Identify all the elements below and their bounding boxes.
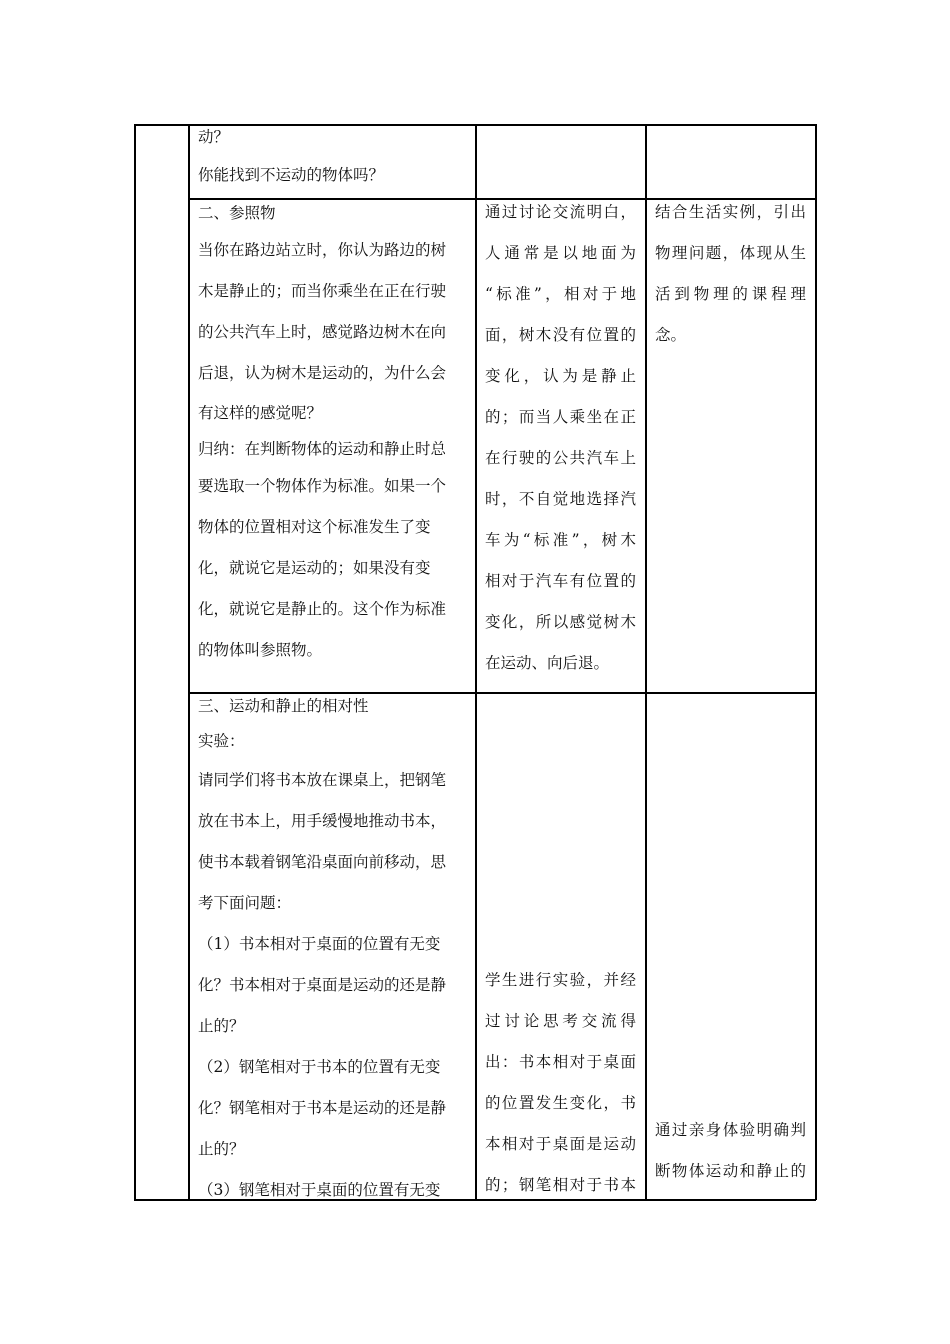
text-line: 本相对于桌面是运动 xyxy=(485,1135,636,1153)
text-line: 学生进行实验，并经 xyxy=(485,971,636,989)
row1-main-cell xyxy=(198,118,468,194)
text-line: 动？ xyxy=(198,128,230,146)
text-line: 变化，认为是静止 xyxy=(485,367,636,385)
text-line: 物体的位置相对这个标准发生了变 xyxy=(198,518,431,536)
text-line: 当你在路边站立时，你认为路边的树 xyxy=(198,241,447,259)
text-line: 的；钢笔相对于书本 xyxy=(485,1176,636,1194)
text-line: 时，不自觉地选择汽 xyxy=(485,490,636,508)
column-divider xyxy=(645,124,647,1200)
text-line: 人通常是以地面为 xyxy=(485,244,636,262)
row2-intent-cell xyxy=(655,192,806,356)
row3-student-cell xyxy=(485,960,636,1206)
text-line: 止的？ xyxy=(198,1140,245,1158)
text-line: 化，就说它是运动的；如果没有变 xyxy=(198,559,431,577)
text-line: 实验： xyxy=(198,732,245,750)
text-line: 的；而当人乘坐在正 xyxy=(485,408,636,426)
table-right-border xyxy=(815,124,817,1200)
text-line: 要选取一个物体作为标准。如果一个 xyxy=(198,477,447,495)
table-left-border xyxy=(134,124,136,1200)
text-line: 面，树木没有位置的 xyxy=(485,326,636,344)
text-line: 归纳：在判断物体的运动和静止时总 xyxy=(198,440,447,458)
text-line: （1）书本相对于桌面的位置有无变 xyxy=(198,935,441,953)
text-line: 物理问题，体现从生 xyxy=(655,244,806,262)
text-line: 车为“标准”，树木 xyxy=(485,531,636,549)
row3-intent-cell xyxy=(655,1110,806,1192)
text-line: 请同学们将书本放在课桌上，把钢笔 xyxy=(198,771,447,789)
column-divider xyxy=(475,124,477,1200)
text-line: （3）钢笔相对于桌面的位置有无变 xyxy=(198,1181,441,1199)
text-line: 念。 xyxy=(655,326,687,344)
text-line: 你能找到不运动的物体吗？ xyxy=(198,166,385,184)
text-line: 在运动、向后退。 xyxy=(485,654,610,672)
text-line: 木是静止的；而当你乘坐在正在行驶 xyxy=(198,282,447,300)
row2-student-cell xyxy=(485,192,636,684)
text-line: 出：书本相对于桌面 xyxy=(485,1053,636,1071)
text-line: 使书本载着钢笔沿桌面向前移动，思 xyxy=(198,853,447,871)
text-line: 后退，认为树木是运动的，为什么会 xyxy=(198,364,447,382)
text-line: 断物体运动和静止的 xyxy=(655,1162,806,1180)
text-line: 止的？ xyxy=(198,1017,245,1035)
text-line: 的公共汽车上时，感觉路边树木在向 xyxy=(198,323,447,341)
text-line: 在行驶的公共汽车上 xyxy=(485,449,636,467)
text-line: 考下面问题： xyxy=(198,894,292,912)
text-line: 通过讨论交流明白， xyxy=(485,203,636,221)
text-line: 相对于汽车有位置的 xyxy=(485,572,636,590)
text-line: 的物体叫参照物。 xyxy=(198,641,323,659)
text-line: 的位置发生变化，书 xyxy=(485,1094,636,1112)
text-line: 通过亲身体验明确判 xyxy=(655,1121,806,1139)
text-line: 化？书本相对于桌面是运动的还是静 xyxy=(198,976,447,994)
text-line: 活到物理的课程理 xyxy=(655,285,806,303)
section-heading: 二、参照物 xyxy=(198,204,276,222)
text-line: “标准”，相对于地 xyxy=(485,285,636,303)
text-line: 化？钢笔相对于书本是运动的还是静 xyxy=(198,1099,447,1117)
text-line: 结合生活实例，引出 xyxy=(655,203,806,221)
text-line: （2）钢笔相对于书本的位置有无变 xyxy=(198,1058,441,1076)
section-heading: 三、运动和静止的相对性 xyxy=(198,697,369,715)
text-line: 变化，所以感觉树木 xyxy=(485,613,636,631)
text-line: 有这样的感觉呢？ xyxy=(198,404,323,422)
row2-main-cell xyxy=(198,196,468,671)
text-line: 放在书本上，用手缓慢地推动书本， xyxy=(198,812,447,830)
text-line: 过讨论思考交流得 xyxy=(485,1012,636,1030)
text-line: 化，就说它是静止的。这个作为标准 xyxy=(198,600,447,618)
column-divider xyxy=(188,124,190,1200)
row3-main-cell xyxy=(198,690,468,1211)
